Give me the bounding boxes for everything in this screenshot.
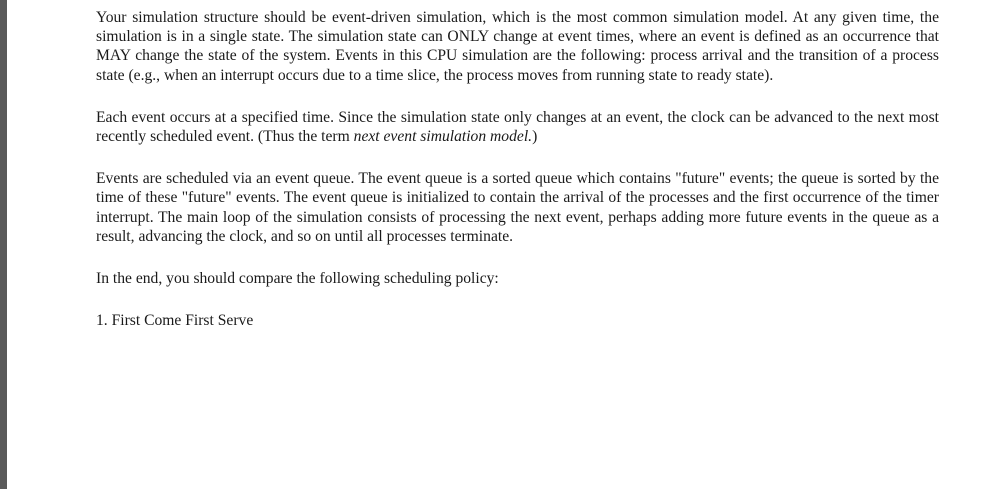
paragraph-compare-policies: In the end, you should compare the following scheduling policy: — [96, 270, 499, 288]
emphasized-term: next event simulation model. — [353, 128, 533, 146]
paragraph-event-queue: Events are scheduled via an event queue. The event queue is a sorted queue which contains "future" events; the queue is sorted by the time of these "future" events. The event queue is initialized to contain the arrival of the processes and the first occurrence of the timer interrupt. The main loop of the simulation consists of processing the next event, perhaps adding more future events in the queue as a result, advancing the clock, and so on until all processes terminate. — [96, 170, 939, 245]
list-item-fcfs: 1. First Come First Serve — [96, 312, 254, 330]
paragraph-text: Each event occurs at a specified time. Since the simulation state only changes at an event, the clock can be advanced to the next most recently scheduled event. (Thus the term — [96, 108, 939, 146]
paragraph-text: ) — [532, 128, 538, 146]
document-page — [96, 8, 939, 353]
window-left-edge — [0, 0, 7, 489]
paragraph-event-driven: Your simulation structure should be event-driven simulation, which is the most common simulation model. At any given time, the simulation is in a single state. The simulation state can ONLY change at event times, where an event is defined as an occurrence that MAY change the state of the system. Events in this CPU simulation are the following: process arrival and the transition of a process state (e.g., when an interrupt occurs due to a time slice, the process moves from running state to ready state). — [96, 9, 939, 84]
paragraph-event-timing — [96, 108, 939, 146]
